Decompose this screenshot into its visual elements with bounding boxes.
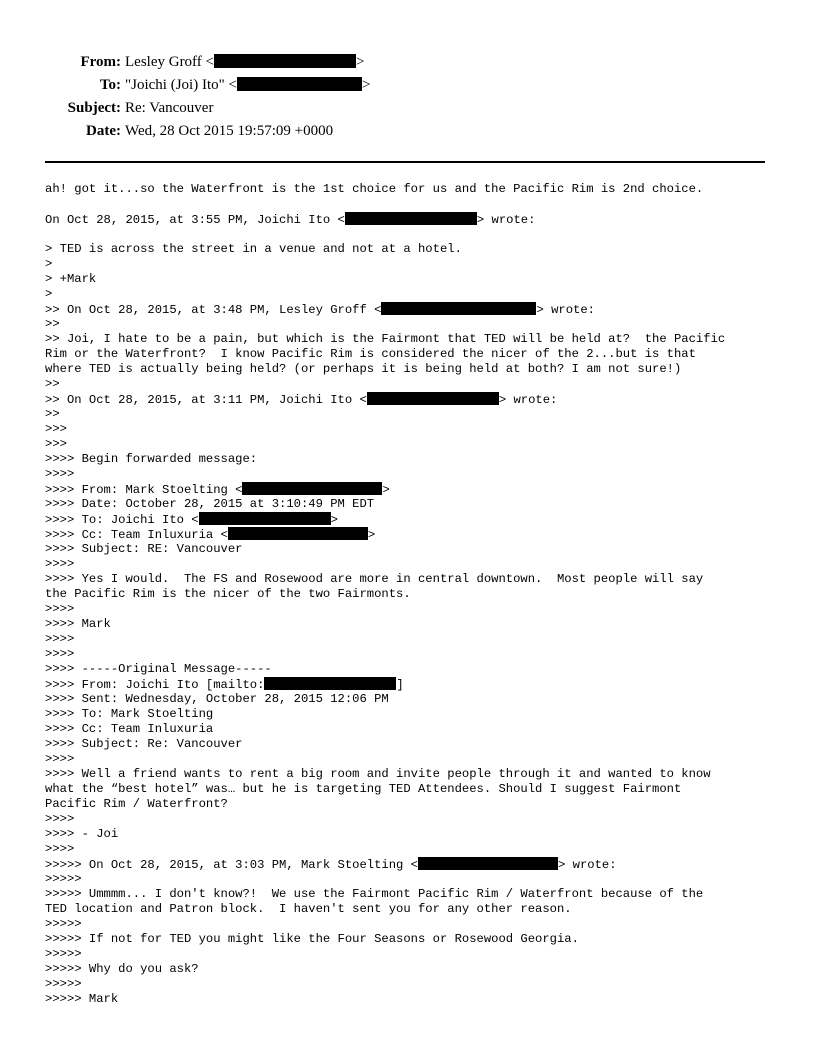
body-line: >>>>> [45,977,82,991]
redaction-box [214,54,356,68]
body-line: >>>>> If not for TED you might like the Four Seasons or Rosewood Georgia. [45,932,579,946]
body-line [45,677,780,692]
body-line [45,857,780,872]
body-line: >>>>> [45,872,82,886]
blank-line [45,227,780,242]
to-row [0,75,816,98]
to-label: To: [99,77,121,93]
body-line: the Pacific Rim is the nicer of the two Fairmonts. [45,587,411,601]
redaction-box [418,857,558,870]
date-label: Date: [86,123,121,139]
body-line: >> Joi, I hate to be a pain, but which is the Fairmont that TED will be held at? the Pacific [45,332,726,346]
blank-line [45,197,780,212]
redaction-box [237,77,362,91]
body-line: >>>> - Joi [45,827,119,841]
body-line: >>>> Cc: Team Inluxuria [45,722,214,736]
redaction-box [228,527,368,540]
date-row [0,121,816,144]
body-line: >> [45,407,60,421]
body-line: what the “best hotel” was… but he is targeting TED Attendees. Should I suggest Fairmont [45,782,682,796]
body-line: >>>> Yes I would. The FS and Rosewood are more in central downtown. Most people will say [45,572,704,586]
redaction-box [199,512,331,525]
body-line: >>>> [45,647,75,661]
line-text: > wrote: [558,858,617,872]
from-value [125,52,364,72]
line-text: > wrote: [536,303,595,317]
body-line: >>>>> [45,947,82,961]
email-header [0,52,816,144]
subject-row [0,98,816,121]
body-line [45,302,780,317]
body-line: > +Mark [45,272,97,286]
body-line: >>>> Subject: RE: Vancouver [45,542,243,556]
to-close-bracket: > [361,77,371,93]
redaction-box [367,392,499,405]
redaction-box [381,302,536,315]
body-line: > [45,287,53,301]
body-line: >>>> Mark [45,617,111,631]
body-line: Rim or the Waterfront? I know Pacific Rim is considered the nicer of the 2...but is that [45,347,696,361]
subject-label: Subject: [67,100,121,116]
body-line: >>> [45,422,67,436]
line-text: >> On Oct 28, 2015, at 3:11 PM, Joichi Ito < [45,393,367,407]
body-line: > [45,257,53,271]
to-value [125,75,370,95]
line-text: >>>> Cc: Team Inluxuria < [45,528,228,542]
body-line [45,527,780,542]
body-line: >>>> Date: October 28, 2015 at 3:10:49 PM EDT [45,497,375,511]
body-line: >>>>> Mark [45,992,119,1006]
body-line: >>> [45,437,67,451]
line-text: >>>> To: Joichi Ito < [45,513,199,527]
body-line: >>>> [45,812,75,826]
body-line: ah! got it...so the Waterfront is the 1st choice for us and the Pacific Rim is 2nd choice. [45,182,704,196]
body-line: >>>> -----Original Message----- [45,662,272,676]
line-text: On Oct 28, 2015, at 3:55 PM, Joichi Ito < [45,213,345,227]
body-line: >>>> [45,557,75,571]
body-line: >>>>> Ummmm... I don't know?! We use the Fairmont Pacific Rim / Waterfront because of the [45,887,704,901]
body-line: >>>> [45,602,75,616]
line-text: >>>> From: Joichi Ito [mailto: [45,678,265,692]
body-line: >>>> [45,752,75,766]
body-line: >>>> Subject: Re: Vancouver [45,737,243,751]
body-line: >>>> Sent: Wednesday, October 28, 2015 12:06 PM [45,692,389,706]
body-line: >>>>> Why do you ask? [45,962,199,976]
body-line: TED location and Patron block. I haven't sent you for any other reason. [45,902,572,916]
body-line: >>>> Well a friend wants to rent a big room and invite people through it and wanted to know [45,767,711,781]
body-line: >> [45,317,60,331]
line-text: > [330,513,338,527]
body-line: > TED is across the street in a venue and not at a hotel. [45,242,462,256]
from-close-bracket: > [356,54,365,70]
body-line [45,512,780,527]
body-line: >>>> To: Mark Stoelting [45,707,214,721]
body-line: >>>> [45,842,75,856]
date-value: Wed, 28 Oct 2015 19:57:09 +0000 [125,123,334,139]
from-row [0,52,816,75]
line-text: >> On Oct 28, 2015, at 3:48 PM, Lesley Groff < [45,303,382,317]
body-line: >>>>> [45,917,82,931]
email-body [45,182,780,1007]
line-text: >>>>> On Oct 28, 2015, at 3:03 PM, Mark Stoelting < [45,858,418,872]
body-line: >>>> Begin forwarded message: [45,452,258,466]
redaction-box [264,677,396,690]
body-line: >> [45,377,60,391]
body-line: Pacific Rim / Waterfront? [45,797,228,811]
subject-value: Re: Vancouver [125,100,214,116]
from-name: Lesley Groff < [125,54,214,70]
line-text: >>>> From: Mark Stoelting < [45,483,243,497]
to-name: "Joichi (Joi) Ito" < [125,77,237,93]
header-divider [45,161,765,163]
body-line: >>>> [45,467,75,481]
body-line: where TED is actually being held? (or perhaps it is being held at both? I am not sure!) [45,362,682,376]
redaction-box [242,482,382,495]
from-label: From: [80,54,121,70]
body-line [45,392,780,407]
redaction-box [345,212,477,225]
line-text: ] [396,678,404,692]
line-text: > wrote: [476,213,536,227]
body-line: >>>> [45,632,75,646]
body-line [45,212,780,227]
line-text: > wrote: [498,393,558,407]
line-text: > [367,528,376,542]
line-text: > [382,483,390,497]
body-line [45,482,780,497]
